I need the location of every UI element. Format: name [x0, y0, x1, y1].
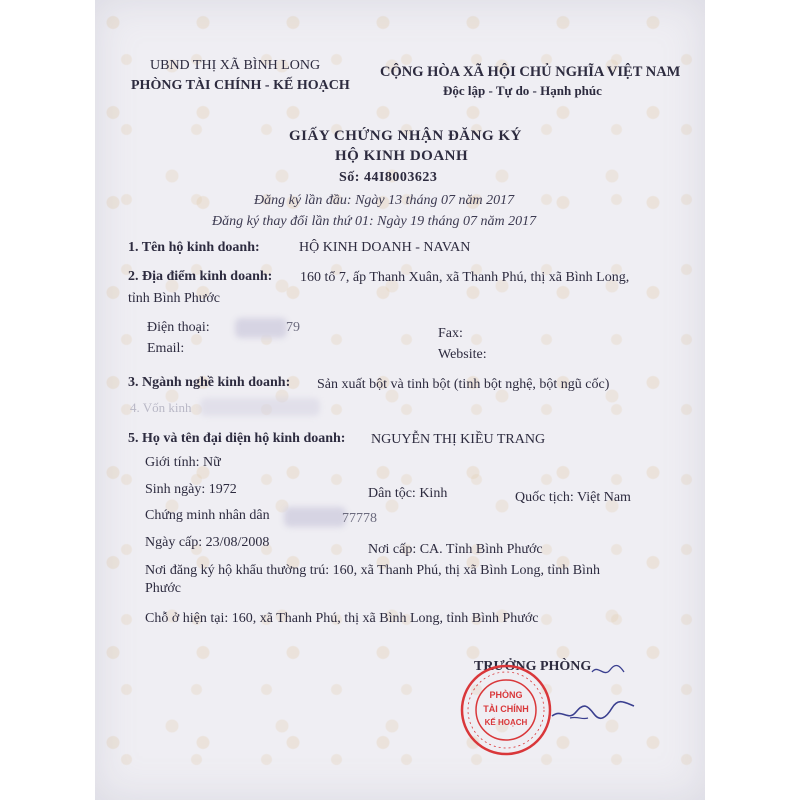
- representative-name: NGUYỄN THỊ KIỀU TRANG: [371, 432, 546, 447]
- gender: Giới tính: Nữ: [145, 455, 221, 470]
- signatory-title: TRƯỞNG PHÒNG: [474, 659, 592, 674]
- header-left-line1: UBND THỊ XÃ BÌNH LONG: [150, 58, 321, 73]
- ethnicity: Dân tộc: Kinh: [368, 486, 448, 501]
- website-label: Website:: [438, 347, 487, 362]
- section5-label: 5. Họ và tên đại diện hộ kinh doanh:: [128, 431, 346, 446]
- official-stamp: [458, 662, 554, 758]
- change-registration: Đăng ký thay đổi lần thứ 01: Ngày 19 tháng 07 năm 2017: [212, 214, 537, 229]
- id-value: 77778: [342, 511, 377, 526]
- svg-text:PHÒNG: PHÒNG: [489, 690, 523, 700]
- issue-date: Ngày cấp: 23/08/2008: [145, 535, 270, 550]
- header-left-line2: PHÒNG TÀI CHÍNH - KẾ HOẠCH: [131, 78, 350, 93]
- certificate-title: GIẤY CHỨNG NHẬN ĐĂNG KÝ: [289, 128, 522, 144]
- phone-label: Điện thoại:: [147, 320, 210, 335]
- certificate-number: Số: 44I8003623: [339, 170, 438, 185]
- svg-text:TÀI CHÍNH: TÀI CHÍNH: [483, 704, 529, 714]
- phone-redaction: [235, 318, 287, 338]
- business-name: HỘ KINH DOANH - NAVAN: [299, 240, 471, 255]
- address-line2: tỉnh Bình Phước: [128, 291, 220, 306]
- email-label: Email:: [147, 341, 185, 356]
- section3-label: 3. Ngành nghề kinh doanh:: [128, 375, 291, 390]
- section2-label: 2. Địa điểm kinh doanh:: [128, 269, 273, 284]
- handwritten-signature: [548, 688, 638, 728]
- current-address: Chỗ ở hiện tại: 160, xã Thanh Phú, thị xã Bình Long, tỉnh Bình Phước: [145, 611, 539, 626]
- phone-value: 79: [286, 320, 300, 335]
- residence-line2: Phước: [145, 581, 181, 596]
- address-line1: 160 tổ 7, ấp Thanh Xuân, xã Thanh Phú, thị xã Bình Long,: [300, 270, 630, 285]
- section1-label: 1. Tên hộ kinh doanh:: [128, 240, 260, 255]
- fax-label: Fax:: [438, 326, 463, 341]
- residence-line1: Nơi đăng ký hộ khẩu thường trú: 160, xã Thanh Phú, thị xã Bình Long, tỉnh Bình: [145, 563, 600, 578]
- section4-label: 4. Vốn kinh: [130, 400, 192, 415]
- first-registration: Đăng ký lần đầu: Ngày 13 tháng 07 năm 2017: [254, 193, 515, 208]
- signature-flourish: [590, 660, 626, 682]
- birth-date: Sinh ngày: 1972: [145, 482, 237, 497]
- nationality: Quốc tịch: Việt Nam: [515, 490, 631, 505]
- issue-place: Nơi cấp: CA. Tỉnh Bình Phước: [368, 542, 543, 557]
- certificate-subtitle: HỘ KINH DOANH: [335, 148, 469, 164]
- svg-text:KẾ HOẠCH: KẾ HOẠCH: [484, 718, 528, 727]
- id-redaction: [284, 507, 346, 527]
- header-right-line2: Độc lập - Tự do - Hạnh phúc: [443, 83, 602, 98]
- capital-redaction: [200, 398, 320, 416]
- business-line: Sản xuất bột và tinh bột (tinh bột nghệ, bột ngũ cốc): [317, 377, 610, 392]
- id-label: Chứng minh nhân dân: [145, 508, 270, 523]
- header-right-line1: CỘNG HÒA XÃ HỘI CHỦ NGHĨA VIỆT NAM: [380, 64, 681, 80]
